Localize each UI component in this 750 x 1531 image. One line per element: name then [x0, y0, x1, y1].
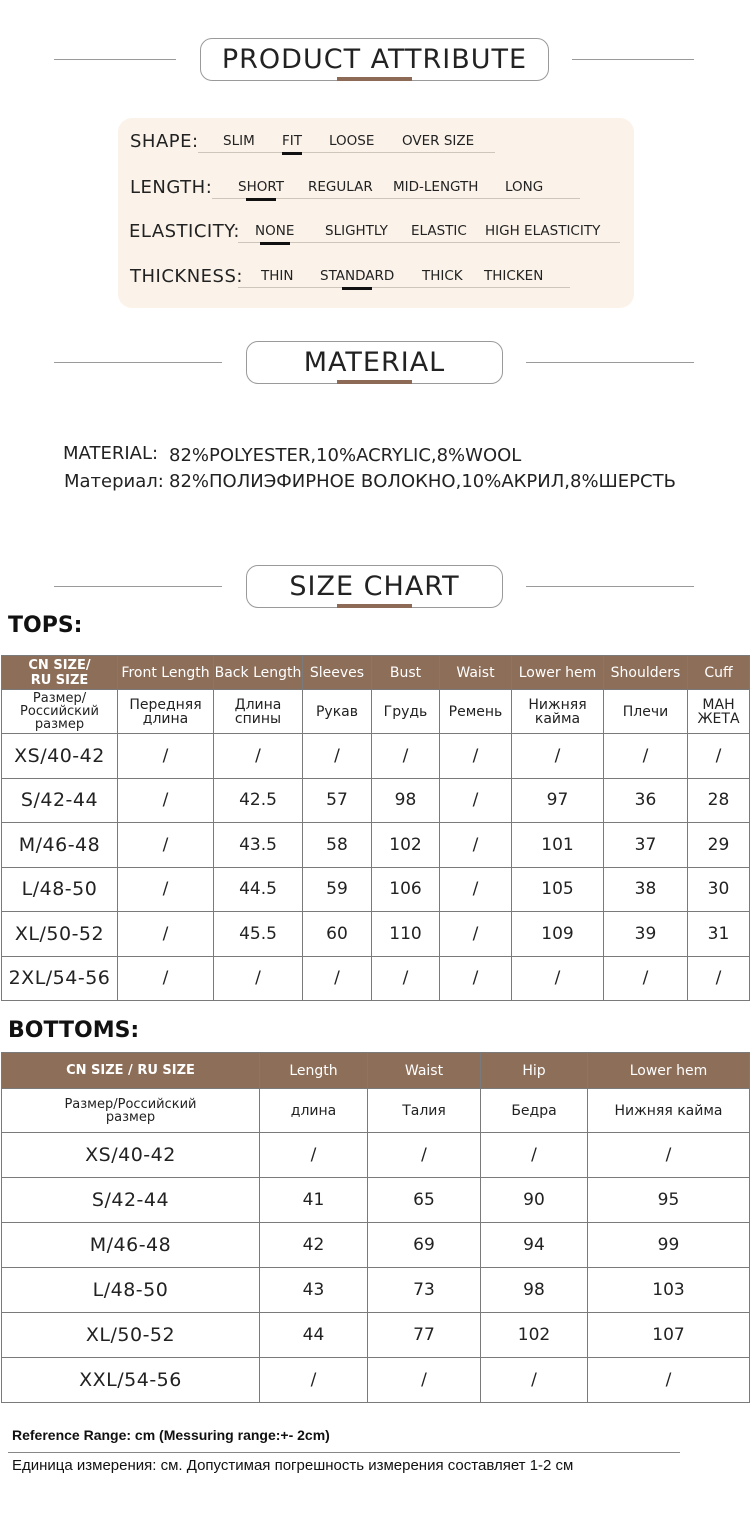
value-cell: /: [214, 734, 303, 779]
attribute-option: THICKEN: [484, 268, 544, 284]
value-cell: 109: [512, 912, 604, 957]
attribute-option: SHORT: [238, 179, 284, 195]
column-header: Cuff: [688, 656, 750, 690]
value-cell: 44.5: [214, 867, 303, 912]
reference-range-en: Reference Range: cm (Messuring range:+- 2cm): [12, 1427, 330, 1443]
value-cell: /: [588, 1358, 750, 1403]
ru-column-header: Талия: [368, 1089, 481, 1133]
value-cell: 42: [260, 1223, 368, 1268]
value-cell: 58: [303, 823, 372, 868]
value-cell: 36: [604, 778, 688, 823]
column-header: Lower hem: [512, 656, 604, 690]
attribute-label: SHAPE:: [130, 131, 199, 152]
value-cell: /: [481, 1358, 588, 1403]
value-cell: 102: [481, 1313, 588, 1358]
reference-range-ru: Единица измерения: см. Допустимая погрешность измерения составляет 1-2 см: [12, 1457, 574, 1474]
value-cell: 28: [688, 778, 750, 823]
heading-underline: [337, 380, 412, 384]
heading-underline: [337, 604, 412, 608]
divider-left: [54, 59, 176, 60]
tops-title: TOPS:: [8, 613, 83, 638]
column-header: Length: [260, 1053, 368, 1089]
value-cell: 39: [604, 912, 688, 957]
table-row: [2, 956, 750, 1001]
material-ru-label: Материал:: [64, 471, 164, 492]
size-cell: 2XL/54-56: [2, 956, 118, 1001]
table-row: [2, 734, 750, 779]
attribute-option: NONE: [255, 223, 294, 239]
size-cell: L/48-50: [2, 867, 118, 912]
ru-column-header: Бедра: [481, 1089, 588, 1133]
size-cell: S/42-44: [2, 778, 118, 823]
column-header: Back Length: [214, 656, 303, 690]
value-cell: /: [604, 734, 688, 779]
attribute-option: HIGH ELASTICITY: [485, 223, 601, 239]
value-cell: 73: [368, 1268, 481, 1313]
attribute-option: STANDARD: [320, 268, 394, 284]
value-cell: /: [688, 956, 750, 1001]
value-cell: 44: [260, 1313, 368, 1358]
selected-option-marker: [282, 152, 302, 155]
material-en-label: MATERIAL:: [63, 443, 159, 464]
value-cell: /: [372, 734, 440, 779]
table-header-row: [2, 656, 750, 690]
size-cell: M/46-48: [2, 823, 118, 868]
selected-option-marker: [342, 287, 372, 290]
value-cell: 98: [372, 778, 440, 823]
table-header-row: [2, 1053, 750, 1089]
value-cell: /: [440, 823, 512, 868]
column-header: Bust: [372, 656, 440, 690]
column-header: Shoulders: [604, 656, 688, 690]
table-row: [2, 778, 750, 823]
value-cell: 107: [588, 1313, 750, 1358]
material-ru-value: 82%ПОЛИЭФИРНОЕ ВОЛОКНО,10%АКРИЛ,8%ШЕРСТЬ: [169, 471, 676, 492]
value-cell: 69: [368, 1223, 481, 1268]
table-row: [2, 912, 750, 957]
table-ru-header-row: [2, 1089, 750, 1133]
table-row: [2, 823, 750, 868]
product-attribute-heading: PRODUCT ATTRIBUTE: [200, 38, 549, 81]
value-cell: 60: [303, 912, 372, 957]
value-cell: 98: [481, 1268, 588, 1313]
value-cell: /: [368, 1358, 481, 1403]
value-cell: /: [604, 956, 688, 1001]
attribute-option: LONG: [505, 179, 544, 195]
value-cell: 99: [588, 1223, 750, 1268]
value-cell: 29: [688, 823, 750, 868]
value-cell: 77: [368, 1313, 481, 1358]
column-header-size: CN SIZE / RU SIZE: [2, 1053, 260, 1089]
reference-divider: [8, 1452, 680, 1453]
size-cell: XS/40-42: [2, 1133, 260, 1178]
divider-right: [526, 586, 694, 587]
value-cell: /: [440, 778, 512, 823]
column-header: Sleeves: [303, 656, 372, 690]
size-cell: XXL/54-56: [2, 1358, 260, 1403]
size-cell: XL/50-52: [2, 912, 118, 957]
attribute-option: SLIGHTLY: [325, 223, 388, 239]
value-cell: 97: [512, 778, 604, 823]
selected-option-marker: [260, 242, 290, 245]
bottoms-size-table: [1, 1052, 750, 1403]
attribute-label: ELASTICITY:: [129, 221, 240, 242]
ru-column-header: Нижняя кайма: [512, 690, 604, 734]
ru-column-header: Плечи: [604, 690, 688, 734]
value-cell: /: [214, 956, 303, 1001]
column-header: Lower hem: [588, 1053, 750, 1089]
attribute-option: MID-LENGTH: [393, 179, 479, 195]
ru-column-header: МАН ЖЕТА: [688, 690, 750, 734]
value-cell: /: [512, 734, 604, 779]
tops-size-table: [1, 655, 750, 1001]
value-cell: 106: [372, 867, 440, 912]
divider-left: [54, 586, 222, 587]
value-cell: /: [303, 734, 372, 779]
divider-left: [54, 362, 222, 363]
attribute-label: LENGTH:: [130, 177, 213, 198]
value-cell: /: [688, 734, 750, 779]
attribute-option: REGULAR: [308, 179, 373, 195]
attribute-option: FIT: [282, 133, 302, 149]
value-cell: 43: [260, 1268, 368, 1313]
size-chart-heading: SIZE CHART: [246, 565, 503, 608]
value-cell: /: [512, 956, 604, 1001]
table-row: [2, 1178, 750, 1223]
table-row: [2, 1268, 750, 1313]
value-cell: /: [440, 734, 512, 779]
bottoms-title: BOTTOMS:: [8, 1018, 140, 1043]
attribute-option: THIN: [261, 268, 294, 284]
table-row: [2, 1133, 750, 1178]
size-cell: S/42-44: [2, 1178, 260, 1223]
attribute-baseline: [238, 242, 620, 243]
value-cell: 94: [481, 1223, 588, 1268]
ru-header-size: Размер/Российский размер: [2, 1089, 260, 1133]
value-cell: 110: [372, 912, 440, 957]
value-cell: /: [440, 867, 512, 912]
value-cell: /: [440, 956, 512, 1001]
value-cell: 42.5: [214, 778, 303, 823]
value-cell: 103: [588, 1268, 750, 1313]
value-cell: /: [118, 778, 214, 823]
table-row: [2, 1223, 750, 1268]
ru-column-header: Нижняя кайма: [588, 1089, 750, 1133]
value-cell: /: [118, 912, 214, 957]
ru-column-header: Ремень: [440, 690, 512, 734]
value-cell: 65: [368, 1178, 481, 1223]
ru-header-size: Размер/ Российский размер: [2, 690, 118, 734]
column-header: Hip: [481, 1053, 588, 1089]
heading-underline: [337, 77, 412, 81]
column-header-size: CN SIZE/ RU SIZE: [2, 656, 118, 690]
size-cell: XL/50-52: [2, 1313, 260, 1358]
value-cell: /: [440, 912, 512, 957]
attribute-option: ELASTIC: [411, 223, 467, 239]
size-cell: XS/40-42: [2, 734, 118, 779]
value-cell: /: [372, 956, 440, 1001]
value-cell: 37: [604, 823, 688, 868]
attribute-option: THICK: [422, 268, 463, 284]
size-cell: L/48-50: [2, 1268, 260, 1313]
column-header: Waist: [368, 1053, 481, 1089]
size-cell: M/46-48: [2, 1223, 260, 1268]
attribute-baseline: [238, 287, 570, 288]
ru-column-header: Передняя длина: [118, 690, 214, 734]
value-cell: /: [303, 956, 372, 1001]
selected-option-marker: [246, 198, 276, 201]
table-row: [2, 1313, 750, 1358]
material-heading: MATERIAL: [246, 341, 503, 384]
ru-column-header: Длина спины: [214, 690, 303, 734]
table-row: [2, 867, 750, 912]
value-cell: /: [118, 867, 214, 912]
value-cell: 41: [260, 1178, 368, 1223]
value-cell: /: [260, 1358, 368, 1403]
attribute-option: LOOSE: [329, 133, 375, 149]
divider-right: [572, 59, 694, 60]
value-cell: 31: [688, 912, 750, 957]
value-cell: 101: [512, 823, 604, 868]
value-cell: 59: [303, 867, 372, 912]
column-header: Waist: [440, 656, 512, 690]
table-ru-header-row: [2, 690, 750, 734]
value-cell: /: [260, 1133, 368, 1178]
value-cell: /: [118, 734, 214, 779]
attribute-option: SLIM: [223, 133, 255, 149]
value-cell: 105: [512, 867, 604, 912]
column-header: Front Length: [118, 656, 214, 690]
attribute-option: OVER SIZE: [402, 133, 475, 149]
ru-column-header: Грудь: [372, 690, 440, 734]
divider-right: [526, 362, 694, 363]
value-cell: 57: [303, 778, 372, 823]
value-cell: /: [481, 1133, 588, 1178]
value-cell: 90: [481, 1178, 588, 1223]
value-cell: /: [118, 956, 214, 1001]
value-cell: /: [118, 823, 214, 868]
value-cell: 30: [688, 867, 750, 912]
ru-column-header: Рукав: [303, 690, 372, 734]
attribute-label: THICKNESS:: [130, 266, 243, 287]
value-cell: 43.5: [214, 823, 303, 868]
value-cell: 45.5: [214, 912, 303, 957]
value-cell: 38: [604, 867, 688, 912]
table-row: [2, 1358, 750, 1403]
value-cell: /: [588, 1133, 750, 1178]
value-cell: 95: [588, 1178, 750, 1223]
ru-column-header: длина: [260, 1089, 368, 1133]
value-cell: 102: [372, 823, 440, 868]
material-en-value: 82%POLYESTER,10%ACRYLIC,8%WOOL: [169, 445, 522, 466]
attribute-baseline: [198, 152, 495, 153]
value-cell: /: [368, 1133, 481, 1178]
